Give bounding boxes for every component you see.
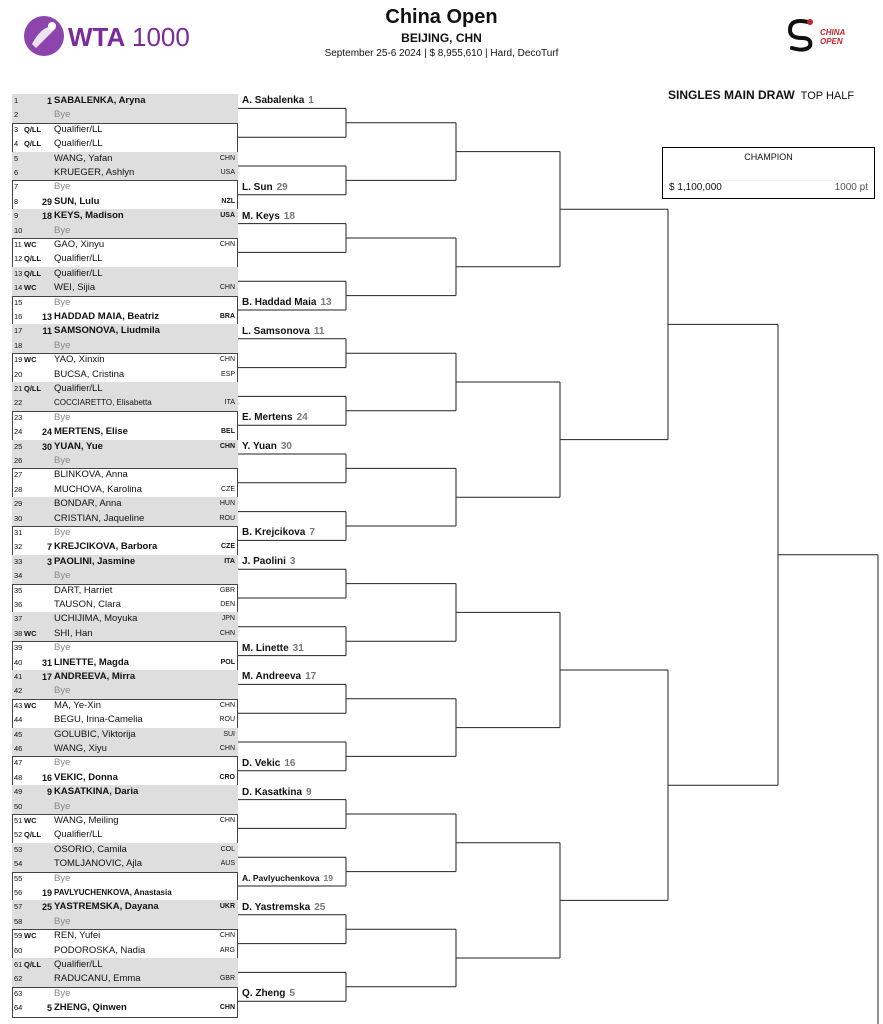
- country-code: BRA: [219, 313, 235, 320]
- player-name: WANG, Meiling: [54, 815, 119, 826]
- draw-position: 43: [14, 700, 23, 710]
- country-code: CHN: [219, 932, 235, 940]
- round2-player-seed: 19: [323, 873, 333, 883]
- round2-player-seed: 25: [314, 901, 326, 913]
- draw-position: 18: [14, 340, 23, 350]
- draw-position: 60: [14, 945, 23, 955]
- round2-player: [242, 556, 295, 567]
- round2-player-name: B. Haddad Maia: [242, 297, 317, 308]
- round2-player: [242, 671, 316, 682]
- player-name: KRUEGER, Ashlyn: [54, 167, 135, 178]
- country-code: HUN: [219, 500, 235, 508]
- player-name: ANDREEVA, Mirra: [54, 671, 136, 682]
- draw-position: 13: [14, 268, 23, 278]
- player-name: WEI, Sijia: [54, 282, 96, 294]
- draw-position: 14: [14, 283, 23, 293]
- round2-player-seed: 31: [292, 642, 304, 654]
- player-name: Bye: [54, 642, 71, 654]
- draw-half: TOP HALF: [800, 90, 855, 102]
- player-name: UCHIJIMA, Moyuka: [54, 613, 138, 625]
- player-name: Bye: [54, 339, 71, 351]
- player-name: Bye: [54, 527, 71, 538]
- seed-number: 3: [46, 556, 52, 567]
- country-code: CHN: [219, 629, 235, 637]
- seed-number: 30: [41, 441, 52, 452]
- country-code: GBR: [219, 975, 235, 983]
- draw-position: 12: [14, 254, 23, 264]
- round2-player-seed: 24: [296, 412, 308, 424]
- country-code: CHN: [219, 284, 235, 292]
- round2-player-name: M. Keys: [242, 210, 280, 222]
- seed-number: 29: [41, 196, 52, 207]
- player-name: WANG, Yafan: [54, 152, 113, 164]
- round2-player-seed: 17: [305, 671, 317, 683]
- draw-position: 32: [14, 542, 23, 552]
- round2-player-name: B. Krejcikova: [242, 527, 306, 539]
- round2-player-name: D. Vekic: [242, 757, 281, 769]
- entry-tag: Q/LL: [24, 384, 42, 393]
- round2-player-seed: 29: [276, 181, 288, 193]
- draw-position: 1: [14, 96, 19, 105]
- draw-position: 27: [14, 470, 23, 480]
- player-name: YAO, Xinxin: [54, 354, 105, 366]
- player-name: Qualifier/LL: [54, 383, 103, 394]
- round2-player: [242, 527, 315, 538]
- player-name: BUCSA, Cristina: [54, 368, 125, 380]
- draw-position: 63: [14, 988, 23, 998]
- draw-position: 30: [14, 513, 23, 523]
- round2-player: [242, 297, 332, 308]
- round2-player: [242, 412, 308, 423]
- player-name: PAVLYUCHENKOVA, Anastasia: [54, 888, 172, 897]
- draw-position: 9: [14, 211, 19, 221]
- draw-position: 3: [14, 124, 19, 134]
- country-code: CHN: [219, 745, 235, 752]
- player-name: PAOLINI, Jasmine: [54, 555, 136, 567]
- round2-player-seed: 16: [284, 757, 296, 769]
- round2-player-name: D. Yastremska: [242, 901, 311, 913]
- player-name: GOLUBIC, Viktorija: [54, 728, 136, 740]
- player-name: TAUSON, Clara: [54, 599, 121, 610]
- draw-position: 45: [14, 729, 23, 739]
- draw-position: 37: [14, 614, 23, 624]
- draw-position: 33: [14, 556, 23, 566]
- draw-position: 17: [14, 326, 23, 336]
- country-code: COL: [220, 845, 235, 853]
- round2-player-name: E. Mertens: [242, 412, 293, 424]
- champion-prize: $ 1,100,000: [669, 182, 722, 193]
- country-code: CZE: [221, 543, 235, 551]
- draw-position: 53: [14, 844, 23, 854]
- player-name: SABALENKA, Aryna: [54, 95, 146, 106]
- round2-player: [242, 182, 288, 193]
- draw-position: 15: [14, 297, 23, 307]
- draw-position: 59: [14, 931, 23, 941]
- draw-position: 24: [14, 427, 23, 437]
- draw-label-title: SINGLES MAIN DRAW: [668, 88, 795, 102]
- country-code: CHN: [219, 154, 235, 162]
- seed-number: 7: [46, 542, 52, 553]
- round2-player-name: M. Linette: [242, 642, 289, 654]
- country-code: SUI: [223, 730, 235, 738]
- player-name: WANG, Xiyu: [54, 743, 107, 754]
- player-name: TOMLJANOVIC, Ajla: [54, 858, 142, 870]
- draw-position: 31: [14, 528, 23, 537]
- round2-player-seed: 7: [309, 527, 315, 539]
- draw-position: 50: [14, 801, 23, 811]
- player-name: Qualifier/LL: [54, 829, 103, 841]
- player-name: SUN, Lulu: [54, 195, 100, 207]
- country-code: USA: [220, 169, 235, 176]
- round2-player: [242, 95, 314, 106]
- draw-position: 29: [14, 499, 23, 509]
- player-name: KEYS, Madison: [54, 210, 124, 222]
- entry-tag: Q/LL: [24, 830, 42, 840]
- country-code: ROU: [219, 716, 235, 724]
- player-name: SAMSONOVA, Liudmila: [54, 325, 160, 337]
- entry-tag: Q/LL: [24, 124, 42, 134]
- round2-player-seed: 13: [320, 297, 332, 308]
- draw-position: 16: [14, 312, 23, 321]
- seed-number: 31: [41, 657, 52, 668]
- draw-position: 26: [14, 456, 23, 465]
- player-name: BLINKOVA, Anna: [54, 469, 128, 481]
- country-code: ITA: [224, 557, 235, 565]
- player-name: MERTENS, Elise: [54, 426, 128, 438]
- entry-tag: WC: [24, 816, 37, 825]
- round2-player-name: L. Sun: [242, 181, 273, 193]
- player-name: Bye: [54, 800, 71, 812]
- player-name: KREJCIKOVA, Barbora: [54, 541, 158, 553]
- country-code: NZL: [221, 197, 235, 205]
- draw-position: 62: [14, 974, 23, 984]
- tournament-info: September 25-6 2024 | $ 8,955,610 | Hard, DecoTurf: [324, 48, 559, 59]
- draw-position: 20: [14, 369, 23, 379]
- player-name: COCCIARETTO, Elisabetta: [54, 398, 152, 408]
- draw-position: 8: [14, 196, 19, 206]
- round2-player: [242, 988, 295, 999]
- draw-position: 4: [14, 139, 19, 149]
- seed-number: 16: [41, 772, 52, 783]
- round2-player-name: Q. Zheng: [242, 988, 286, 1000]
- round2-player-seed: 30: [280, 441, 292, 452]
- draw-position: 56: [14, 888, 23, 897]
- draw-position: 49: [14, 787, 23, 797]
- draw-position: 36: [14, 600, 23, 609]
- country-code: CHN: [219, 356, 235, 364]
- round2-player: [242, 441, 292, 452]
- draw-position: 35: [14, 585, 23, 595]
- player-name: KASATKINA, Daria: [54, 786, 139, 798]
- country-code: UKR: [219, 903, 235, 911]
- entry-tag: Q/LL: [24, 268, 42, 278]
- entry-tag: Q/LL: [24, 254, 42, 264]
- seed-number: 13: [41, 312, 52, 322]
- round2-player-name: J. Paolini: [242, 556, 286, 568]
- draw-position: 38: [14, 628, 23, 638]
- player-name: Bye: [54, 455, 71, 466]
- country-code: CHN: [219, 817, 235, 824]
- draw-position: 44: [14, 715, 23, 725]
- round2-player: [242, 758, 295, 769]
- player-name: Bye: [54, 757, 71, 769]
- player-name: VEKIC, Donna: [54, 771, 118, 783]
- round2-player-seed: 3: [289, 556, 296, 568]
- round2-player: [242, 326, 324, 337]
- player-name: CRISTIAN, Jaqueline: [54, 512, 145, 524]
- seed-number: 19: [41, 888, 52, 898]
- seed-number: 17: [41, 672, 52, 682]
- seed-number: 25: [41, 902, 52, 913]
- player-name: Bye: [54, 181, 71, 193]
- round2-player-name: M. Andreeva: [242, 671, 302, 683]
- seed-number: 1: [46, 96, 52, 106]
- country-code: GBR: [219, 586, 235, 594]
- draw-position: 46: [14, 744, 23, 753]
- player-name: HADDAD MAIA, Beatriz: [54, 311, 160, 322]
- country-code: CHN: [219, 1004, 235, 1012]
- entry-tag: WC: [24, 355, 37, 365]
- country-code: ITA: [224, 399, 235, 407]
- seed-number: 9: [46, 787, 52, 798]
- draw-position: 39: [14, 643, 23, 653]
- seed-number: 11: [42, 326, 52, 337]
- player-name: Bye: [54, 570, 71, 582]
- player-name: Qualifier/LL: [54, 267, 103, 279]
- round2-player-seed: 9: [306, 786, 312, 798]
- player-name: Qualifier/LL: [54, 123, 103, 135]
- player-name: BONDAR, Anna: [54, 498, 122, 510]
- wta-logo-text: WTA: [68, 22, 126, 52]
- player-name: REN, Yufei: [54, 930, 101, 942]
- draw-position: 22: [14, 398, 23, 408]
- round2-player: [242, 902, 325, 913]
- draw-position: 54: [14, 859, 23, 869]
- player-name: PODOROSKA, Nadia: [54, 944, 146, 956]
- champion-points: 1000 pt: [834, 182, 868, 193]
- player-name: GAO, Xinyu: [54, 239, 105, 250]
- draw-position: 64: [14, 1003, 23, 1013]
- draw-position: 10: [14, 225, 23, 235]
- country-code: POL: [220, 658, 235, 666]
- country-code: ARG: [219, 946, 235, 954]
- draw-position: 11: [14, 240, 22, 249]
- draw-position: 41: [14, 672, 23, 681]
- player-name: Qualifier/LL: [54, 138, 103, 150]
- round2-player: [242, 873, 333, 883]
- entry-tag: WC: [24, 283, 37, 293]
- draw-position: 55: [14, 873, 23, 883]
- draw-position: 42: [14, 686, 23, 696]
- china-open-logo-text: CHINA OPEN: [820, 28, 846, 46]
- round2-player: [242, 211, 295, 222]
- country-code: ESP: [220, 370, 235, 378]
- player-name: Bye: [54, 411, 71, 423]
- country-code: JPN: [221, 615, 235, 623]
- player-name: BEGU, Irina-Camelia: [54, 714, 143, 726]
- player-name: Bye: [54, 872, 71, 884]
- seed-number: 24: [41, 427, 52, 438]
- entry-tag: Q/LL: [24, 960, 42, 969]
- entry-tag: WC: [24, 931, 37, 941]
- country-code: CRO: [219, 773, 235, 781]
- wta-logo-number: 1000: [132, 22, 190, 52]
- draw-position: 7: [14, 182, 19, 192]
- draw-position: 23: [14, 412, 23, 422]
- draw-position: 40: [14, 657, 23, 667]
- draw-position: 61: [14, 960, 23, 969]
- draw-position: 34: [14, 571, 23, 581]
- draw-position: 19: [14, 355, 23, 365]
- player-name: RADUCANU, Emma: [54, 973, 141, 985]
- draw-position: 2: [14, 110, 19, 120]
- tournament-city: BEIJING, CHN: [401, 31, 482, 45]
- draw-position: 57: [14, 902, 23, 912]
- round2-player-seed: 11: [313, 325, 325, 337]
- draw-position: 25: [14, 441, 23, 451]
- round2-player-name: L. Samsonova: [242, 325, 310, 337]
- draw-position: 6: [14, 168, 19, 177]
- country-code: DEN: [220, 601, 235, 608]
- draw-position: 47: [14, 758, 23, 768]
- player-name: MA, Ye-Xin: [54, 699, 101, 711]
- round2-player: [242, 643, 304, 654]
- round2-player-name: Y. Yuan: [242, 441, 277, 452]
- player-name: Bye: [54, 296, 71, 308]
- player-name: YASTREMSKA, Dayana: [54, 901, 159, 913]
- country-code: AUS: [220, 860, 235, 868]
- round2-player-name: D. Kasatkina: [242, 786, 303, 798]
- player-name: ZHENG, Qinwen: [54, 1002, 127, 1014]
- round2-player-name: A. Sabalenka: [242, 95, 305, 107]
- tournament-title: China Open: [385, 6, 498, 28]
- round2-player-seed: 5: [289, 988, 295, 1000]
- seed-number: 18: [41, 211, 52, 222]
- entry-tag: WC: [24, 700, 37, 710]
- country-code: USA: [220, 212, 235, 220]
- country-code: CHN: [219, 701, 235, 709]
- country-code: BEL: [221, 428, 235, 436]
- country-code: CHN: [219, 241, 235, 248]
- draw-position: 5: [14, 153, 19, 163]
- draw-position: 28: [14, 484, 23, 494]
- entry-tag: WC: [24, 240, 37, 249]
- draw-position: 51: [14, 816, 23, 825]
- draw-position: 21: [14, 384, 23, 393]
- player-name: Bye: [54, 915, 71, 927]
- player-name: YUAN, Yue: [54, 440, 103, 452]
- round2-player: [242, 787, 312, 798]
- entry-tag: Q/LL: [24, 139, 42, 149]
- player-name: Qualifier/LL: [54, 253, 103, 265]
- seed-number: 5: [46, 1003, 52, 1014]
- round2-player-seed: 18: [283, 210, 295, 222]
- draw-position: 48: [14, 772, 23, 782]
- player-name: Bye: [54, 224, 71, 236]
- player-name: Bye: [54, 987, 71, 999]
- entry-tag: WC: [24, 628, 37, 638]
- player-name: MUCHOVA, Karolina: [54, 483, 142, 495]
- player-name: DART, Harriet: [54, 584, 113, 596]
- round2-player-seed: 1: [308, 95, 314, 107]
- round2-player-name: A. Pavlyuchenkova: [242, 873, 320, 883]
- draw-position: 58: [14, 916, 23, 926]
- country-code: CHN: [219, 442, 235, 450]
- country-code: CZE: [221, 485, 235, 493]
- player-name: OSORIO, Camila: [54, 843, 127, 855]
- country-code: ROU: [219, 514, 235, 522]
- player-name: LINETTE, Magda: [54, 656, 129, 668]
- player-name: Bye: [54, 109, 71, 121]
- player-name: Bye: [54, 685, 71, 697]
- draw-position: 52: [14, 830, 23, 840]
- champion-title: CHAMPION: [744, 152, 793, 162]
- player-name: Qualifier/LL: [54, 959, 103, 970]
- player-name: SHI, Han: [54, 627, 93, 639]
